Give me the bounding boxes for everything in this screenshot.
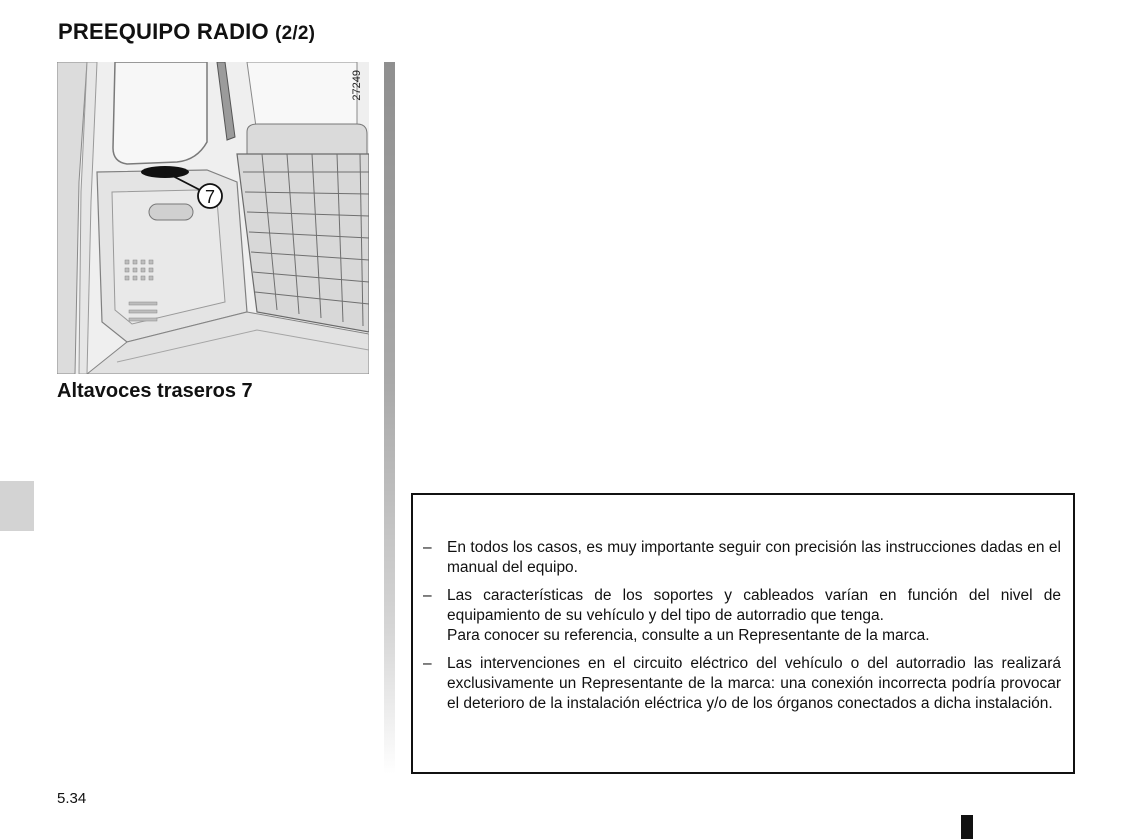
list-dash: – bbox=[423, 539, 432, 556]
warning-text: En todos los casos, es muy importante seguir con precisión las instrucciones dadas en el manual del equipo. bbox=[447, 539, 1061, 576]
chapter-tab bbox=[0, 481, 34, 531]
warning-item bbox=[423, 538, 1061, 578]
page-title-pages: (2/2) bbox=[275, 23, 316, 44]
page-title bbox=[58, 19, 315, 45]
list-dash: – bbox=[423, 587, 432, 604]
column-divider bbox=[384, 62, 395, 774]
warning-text-extra: Para conocer su referencia, consulte a un Representante de la marca. bbox=[447, 627, 930, 644]
cargo-area-drawing bbox=[57, 62, 369, 374]
figure-code: 27249 bbox=[351, 70, 363, 101]
rear-speakers-illustration bbox=[57, 62, 369, 374]
warning-text: Las características de los soportes y cableados varían en función del nivel de equipamiento de su vehículo y del tipo de autorradio que tenga. bbox=[447, 587, 1061, 624]
figure-caption: Altavoces traseros 7 bbox=[57, 380, 253, 402]
page-title-text: PREEQUIPO RADIO bbox=[58, 19, 269, 44]
warning-box bbox=[411, 493, 1075, 774]
callout-number: 7 bbox=[204, 187, 216, 207]
warning-item bbox=[423, 654, 1061, 714]
page-corner-mark bbox=[961, 815, 973, 839]
warning-item bbox=[423, 586, 1061, 646]
warning-list bbox=[413, 495, 1073, 714]
list-dash: – bbox=[423, 655, 432, 672]
warning-text: Las intervenciones en el circuito eléctrico del vehículo o del autorradio las realizará exclusivamente un Representante de la marca: una conexión incorrecta podría provocar el deterioro de la instalación eléctrica y/o de los órganos conectados a dicha instalación. bbox=[447, 655, 1061, 712]
page-number: 5.34 bbox=[57, 790, 87, 807]
